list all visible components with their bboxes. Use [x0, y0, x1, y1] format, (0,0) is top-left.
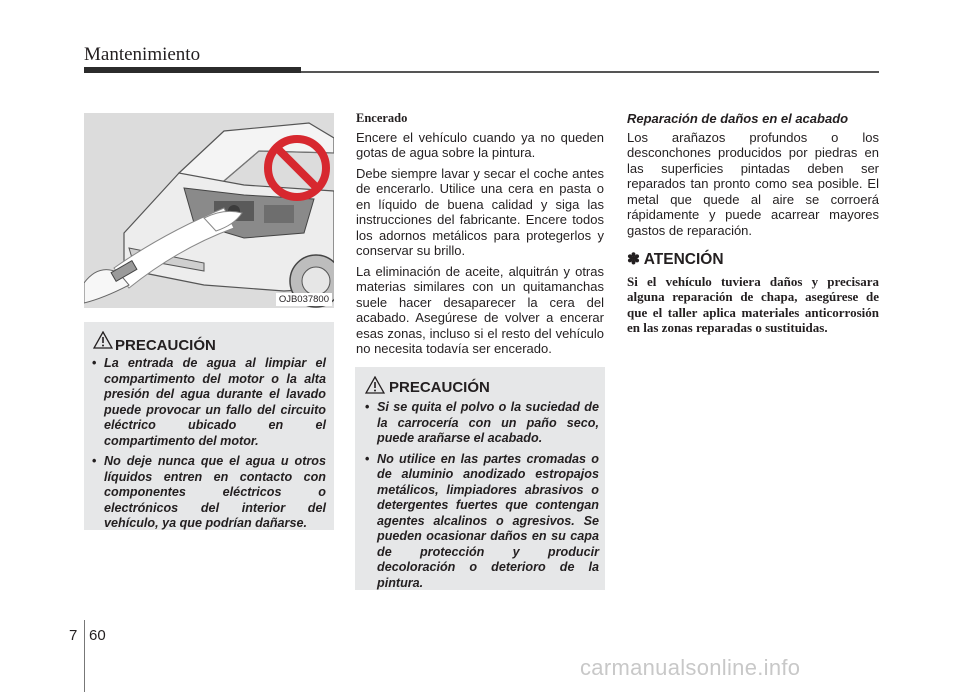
- watermark: carmanualsonline.info: [580, 655, 801, 680]
- caution-item: • No deje nunca que el agua u otros líquidos entren en contacto con componentes eléctricos o electrónicos del interior del vehículo, ya que podrían dañarse.: [92, 454, 326, 532]
- section-heading: Reparación de daños en el acabado: [627, 111, 849, 126]
- engine-wash-illustration: [84, 113, 334, 308]
- page-header-title: Mantenimiento: [84, 44, 201, 65]
- caution-item: • No utilice en las partes cromadas o de aluminio anodizado estropajos metálicos, limpiadores abrasivos o detergentes fuertes que contengan agentes alcalinos o agresivos. Se pueden ocasionar daños en su capa de protección y producir decoloración o deterioro de la pintura.: [365, 452, 599, 592]
- attention-title: ✽ ATENCIÓN: [627, 251, 724, 268]
- caution-list: [92, 356, 326, 537]
- warning-triangle-icon: [93, 331, 113, 349]
- attention-body: Si el vehículo tuviera daños y precisara alguna reparación de chapa, asegúrese de que el taller aplica materiales anticorrosión en las zonas reparadas o sustituidas.: [627, 273, 879, 335]
- warning-triangle-icon: [365, 376, 385, 394]
- header-rule: [301, 71, 879, 73]
- caution-box-left: [84, 322, 334, 530]
- caution-list: [365, 400, 599, 596]
- footer-divider: [84, 620, 85, 692]
- paragraph: La eliminación de aceite, alquitrán y otras materias similares con un quitamanchas suele hacer desaparecer la cera del acabado. Asegúrese de volver a encerar esas zonas, incluso si el resto del vehículo no necesita todavía ser encerado.: [356, 263, 604, 356]
- page-number: 60: [89, 627, 106, 644]
- prohibition-icon: [262, 133, 332, 203]
- section-heading: Encerado: [356, 111, 408, 125]
- figure-code: OJB037800: [276, 293, 332, 306]
- caution-item: • La entrada de agua al limpiar el compartimento del motor o la alta presión del agua durante el lavado puede provocar un fallo del circuito eléctrico ubicado en el compartimento del motor.: [92, 356, 326, 449]
- chapter-number: 7: [69, 627, 78, 644]
- caution-box-middle: [355, 367, 605, 590]
- paint-repair-section: [627, 111, 879, 336]
- paragraph: Los arañazos profundos o los desconchones producidos por piedras en las superficies pintadas deben ser reparados tan pronto como sea posible. El metal que quede al aire se corroerá rápidamente y puede acarrear mayores gastos de reparación.: [627, 129, 879, 238]
- header-bar: [84, 67, 301, 73]
- caution-title: PRECAUCIÓN: [115, 337, 216, 354]
- paragraph: Encere el vehículo cuando ya no queden gotas de agua sobre la pintura.: [356, 129, 604, 160]
- caution-item: • Si se quita el polvo o la suciedad de la carrocería con un paño seco, puede arañarse el acabado.: [365, 400, 599, 447]
- waxing-section: [356, 111, 604, 362]
- paragraph: Debe siempre lavar y secar el coche antes de encerarlo. Utilice una cera en pasta o en líquido de buena calidad y siga las instrucciones del fabricante. Encere todos los adornos metálicos para protegerlos y conservar su brillo.: [356, 165, 604, 258]
- caution-title: PRECAUCIÓN: [389, 379, 490, 396]
